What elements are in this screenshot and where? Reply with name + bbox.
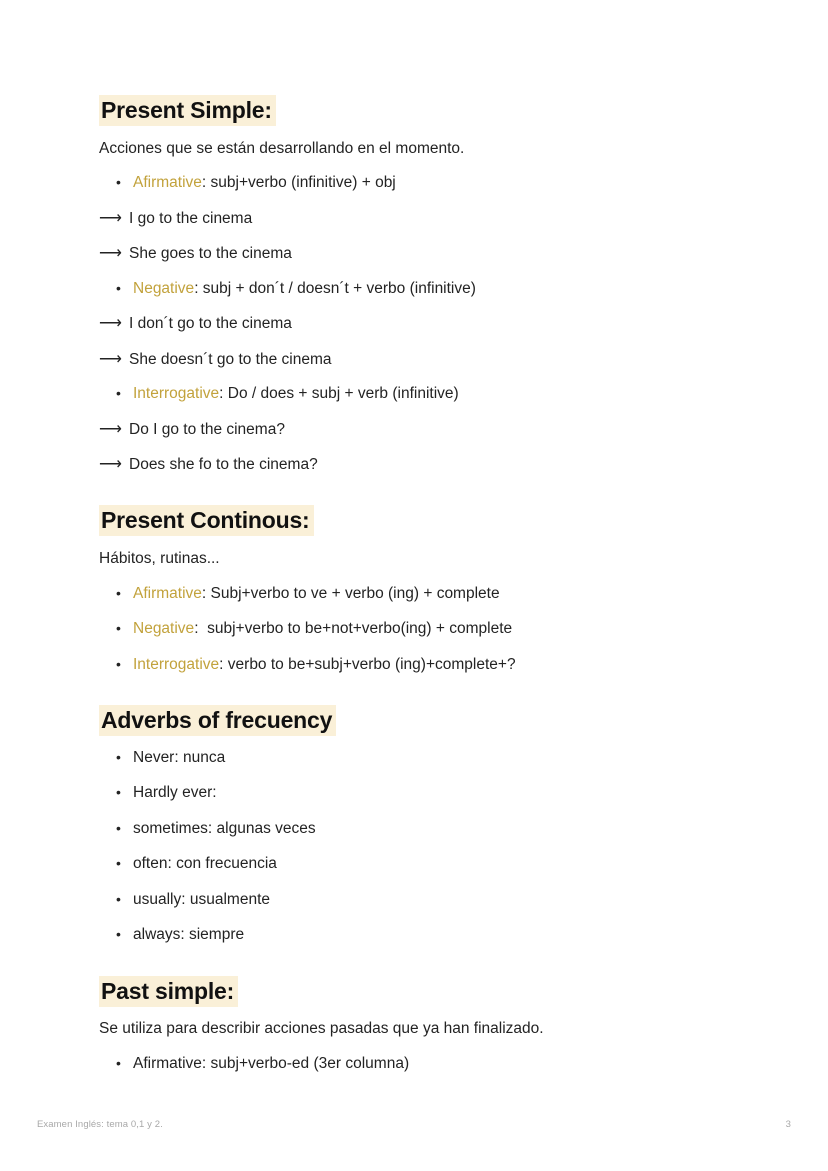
right-arrow-icon: ⟶ xyxy=(99,245,122,263)
list-item-text xyxy=(133,818,759,840)
list-item xyxy=(99,618,759,640)
bullet-icon: • xyxy=(116,385,121,402)
section-intro: Hábitos, rutinas... xyxy=(99,550,220,568)
list-item-text xyxy=(133,889,759,911)
list-item xyxy=(99,1053,759,1075)
example-text: Does she fo to the cinema? xyxy=(129,455,318,473)
list-item-detail: Hardly ever: xyxy=(133,784,217,802)
list-item-text xyxy=(133,618,759,640)
bullet-icon: • xyxy=(116,890,121,907)
example-text: I go to the cinema xyxy=(129,209,253,227)
example-text: She doesn´t go to the cinema xyxy=(129,350,332,368)
list-item-keyword: Interrogative xyxy=(133,655,220,673)
bullet-icon: • xyxy=(116,655,121,672)
heading-highlight: Present Simple: xyxy=(99,95,276,126)
heading-highlight: Past simple: xyxy=(99,976,238,1007)
intro-list-spacer xyxy=(99,160,759,172)
row-spacer xyxy=(99,371,759,383)
row-spacer xyxy=(99,911,759,924)
bullet-icon: • xyxy=(116,620,121,637)
bullet-icon: • xyxy=(116,748,121,765)
list-item-detail: : subj+verbo (infinitive) + obj xyxy=(201,174,396,192)
list-item-detail: usually: usualmente xyxy=(133,890,270,908)
heading-intro-spacer xyxy=(99,535,759,548)
example-line xyxy=(99,348,759,371)
example-text: Do I go to the cinema? xyxy=(129,420,285,438)
row-spacer xyxy=(99,840,759,853)
list-item-text xyxy=(133,853,759,875)
row-spacer xyxy=(99,195,759,207)
row-spacer xyxy=(99,266,759,278)
list-item-keyword: Negative xyxy=(133,279,195,297)
row-spacer xyxy=(99,641,759,654)
list-item xyxy=(99,278,759,300)
list-item-detail: sometimes: algunas veces xyxy=(133,819,316,837)
page-footer xyxy=(37,1119,791,1130)
row-spacer xyxy=(99,441,759,453)
list-item-text xyxy=(133,747,759,769)
list-item xyxy=(99,583,759,605)
list-item xyxy=(99,818,759,840)
list-item-detail: Afirmative: subj+verbo-ed (3er columna) xyxy=(133,1054,410,1072)
bullet-icon: • xyxy=(116,926,121,943)
row-spacer xyxy=(99,300,759,312)
heading-highlight: Adverbs of frecuency xyxy=(99,705,336,736)
list-item-text xyxy=(133,278,759,300)
row-spacer xyxy=(99,805,759,818)
list-item-text xyxy=(133,1053,759,1075)
section-heading xyxy=(99,96,759,125)
list-item-keyword: Afirmative xyxy=(133,584,202,602)
intro-list-spacer xyxy=(99,571,759,583)
bullet-icon: • xyxy=(116,819,121,836)
list-item-text xyxy=(133,782,759,804)
example-line xyxy=(99,242,759,265)
list-item-detail: : Subj+verbo to ve + verbo (ing) + complete xyxy=(201,584,500,602)
list-item-text xyxy=(133,924,759,946)
heading-highlight: Present Continous: xyxy=(99,505,314,536)
example-text: She goes to the cinema xyxy=(129,245,292,263)
heading-intro-spacer xyxy=(99,125,759,138)
row-spacer xyxy=(99,876,759,889)
section-heading xyxy=(99,706,759,735)
example-line xyxy=(99,207,759,230)
section-intro: Acciones que se están desarrollando en el momento. xyxy=(99,139,465,157)
section-intro: Se utiliza para describir acciones pasadas que ya han finalizado. xyxy=(99,1020,544,1038)
list-item-detail: : Do / does + subj + verb (infinitive) xyxy=(219,385,459,403)
row-spacer xyxy=(99,336,759,348)
bullet-icon: • xyxy=(116,784,121,801)
list-item-text xyxy=(133,583,759,605)
example-line xyxy=(99,312,759,335)
list-item-detail: : subj+verbo to be+not+verbo(ing) + complete xyxy=(194,620,513,638)
bullet-icon: • xyxy=(116,1054,121,1071)
list-item xyxy=(99,782,759,804)
bullet-icon: • xyxy=(116,584,121,601)
bullet-icon: • xyxy=(116,855,121,872)
section-heading xyxy=(99,977,759,1006)
list-item-keyword: Negative xyxy=(133,620,195,638)
right-arrow-icon: ⟶ xyxy=(99,455,122,473)
row-spacer xyxy=(99,406,759,418)
right-arrow-icon: ⟶ xyxy=(99,420,122,438)
bullet-icon: • xyxy=(116,174,121,191)
heading-intro-spacer xyxy=(99,1005,759,1018)
list-item xyxy=(99,747,759,769)
row-spacer xyxy=(99,605,759,618)
list-item-detail: : verbo to be+subj+verbo (ing)+complete+? xyxy=(219,655,516,673)
list-item-detail: : subj + don´t / doesn´t + verbo (infinitive) xyxy=(194,279,476,297)
list-item-text xyxy=(133,383,759,405)
right-arrow-icon: ⟶ xyxy=(99,350,122,368)
example-line xyxy=(99,453,759,476)
section-spacer xyxy=(99,947,759,977)
row-spacer xyxy=(99,769,759,782)
example-line xyxy=(99,418,759,441)
intro-list-spacer xyxy=(99,735,759,747)
right-arrow-icon: ⟶ xyxy=(99,209,122,227)
right-arrow-icon: ⟶ xyxy=(99,315,122,333)
list-item-text xyxy=(133,172,759,194)
document-body xyxy=(99,96,759,1075)
list-item-detail: often: con frecuencia xyxy=(133,855,277,873)
row-spacer xyxy=(99,230,759,242)
section-spacer xyxy=(99,476,759,506)
section-heading xyxy=(99,506,759,535)
list-item xyxy=(99,654,759,676)
list-item-keyword: Interrogative xyxy=(133,385,220,403)
section-spacer xyxy=(99,676,759,706)
list-item-keyword: Afirmative xyxy=(133,174,202,192)
footer-page-number: 3 xyxy=(785,1119,791,1130)
list-item xyxy=(99,924,759,946)
bullet-icon: • xyxy=(116,279,121,296)
list-item xyxy=(99,889,759,911)
list-item-detail: always: siempre xyxy=(133,926,245,944)
example-text: I don´t go to the cinema xyxy=(129,315,292,333)
list-item xyxy=(99,383,759,405)
list-item-detail: Never: nunca xyxy=(133,748,226,766)
list-item xyxy=(99,853,759,875)
footer-left-text: Examen Inglés: tema 0,1 y 2. xyxy=(37,1119,163,1130)
intro-list-spacer xyxy=(99,1041,759,1053)
list-item xyxy=(99,172,759,194)
list-item-text xyxy=(133,654,759,676)
